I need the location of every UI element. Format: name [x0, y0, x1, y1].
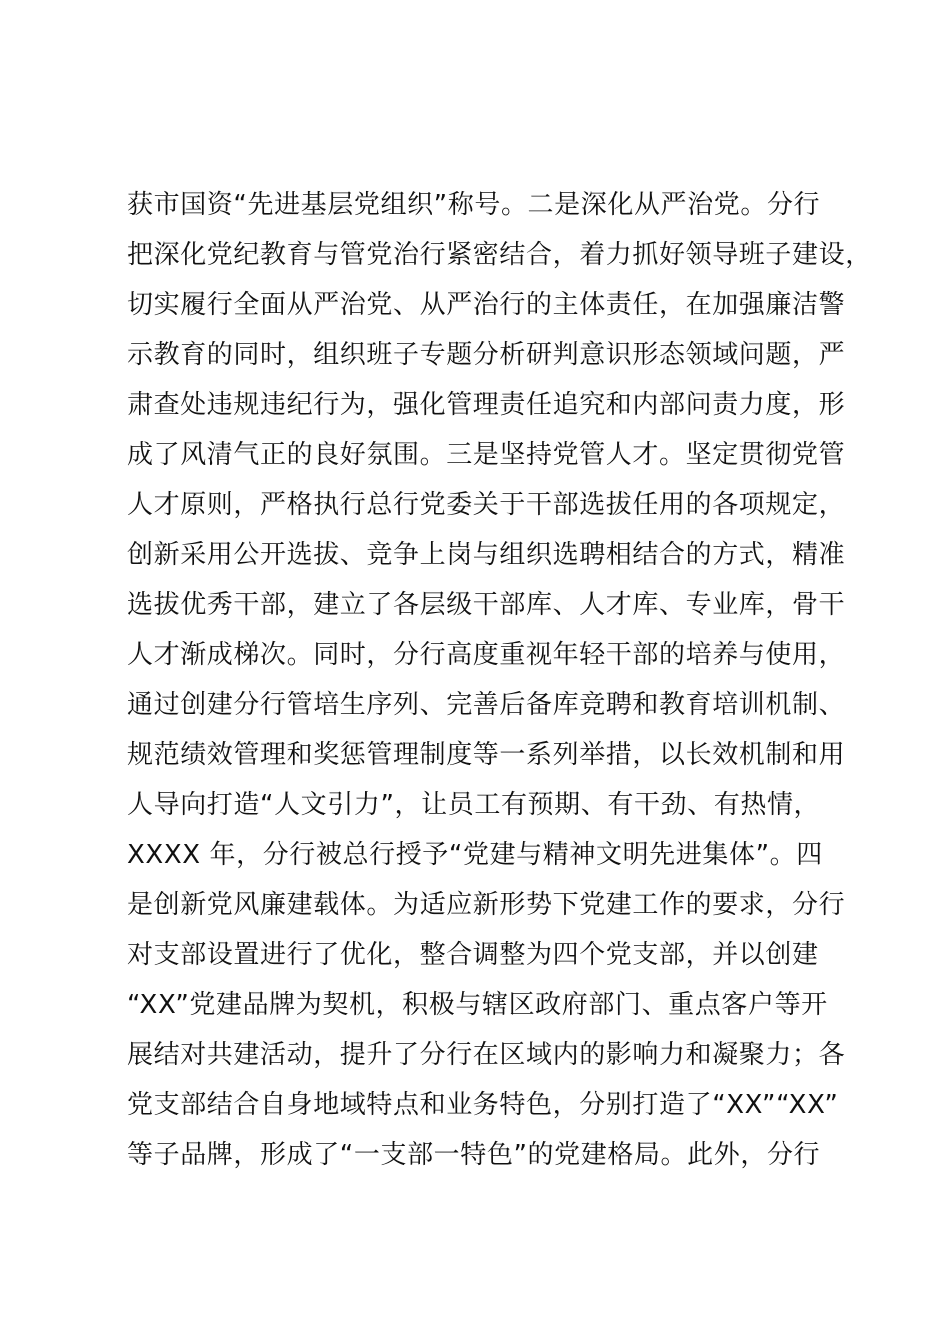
text-line: 人导向打造“人文引力”，让员工有预期、有干劲、有热情，	[127, 790, 821, 820]
text-line: 示教育的同时，组织班子专题分析研判意识形态领域问题，严	[127, 340, 846, 370]
text-line: XXXX 年，分行被总行授予“党建与精神文明先进集体”。四	[127, 840, 823, 870]
text-line: 成了风清气正的良好氛围。三是坚持党管人才。坚定贯彻党管	[127, 440, 846, 470]
text-line: 人才渐成梯次。同时，分行高度重视年轻干部的培养与使用，	[127, 640, 846, 670]
text-line: 对支部设置进行了优化，整合调整为四个党支部，并以创建	[127, 940, 819, 970]
text-line: 规范绩效管理和奖惩管理制度等一系列举措，以长效机制和用	[127, 740, 846, 770]
text-line: 获市国资“先进基层党组织”称号。二是深化从严治党。分行	[127, 190, 821, 220]
text-line: “XX”党建品牌为契机，积极与辖区政府部门、重点客户等开	[127, 990, 828, 1020]
text-line: 等子品牌，形成了“一支部一特色”的党建格局。此外，分行	[127, 1140, 821, 1170]
text-line: 把深化党纪教育与管党治行紧密结合，着力抓好领导班子建设，	[127, 240, 872, 270]
text-line: 创新采用公开选拔、竞争上岗与组织选聘相结合的方式，精准	[127, 540, 846, 570]
text-line: 选拔优秀干部，建立了各层级干部库、人才库、专业库，骨干	[127, 590, 846, 620]
text-line: 切实履行全面从严治党、从严治行的主体责任，在加强廉洁警	[127, 290, 846, 320]
text-line: 通过创建分行管培生序列、完善后备库竞聘和教育培训机制、	[127, 690, 846, 720]
text-line: 肃查处违规违纪行为，强化管理责任追究和内部问责力度，形	[127, 390, 846, 420]
body-paragraph	[127, 180, 872, 1180]
text-line: 党支部结合自身地域特点和业务特色，分别打造了“XX”“XX”	[127, 1090, 839, 1120]
text-line: 是创新党风廉建载体。为适应新形势下党建工作的要求，分行	[127, 890, 846, 920]
text-line: 展结对共建活动，提升了分行在区域内的影响力和凝聚力；各	[127, 1040, 846, 1070]
text-line: 人才原则，严格执行总行党委关于干部选拔任用的各项规定，	[127, 490, 846, 520]
